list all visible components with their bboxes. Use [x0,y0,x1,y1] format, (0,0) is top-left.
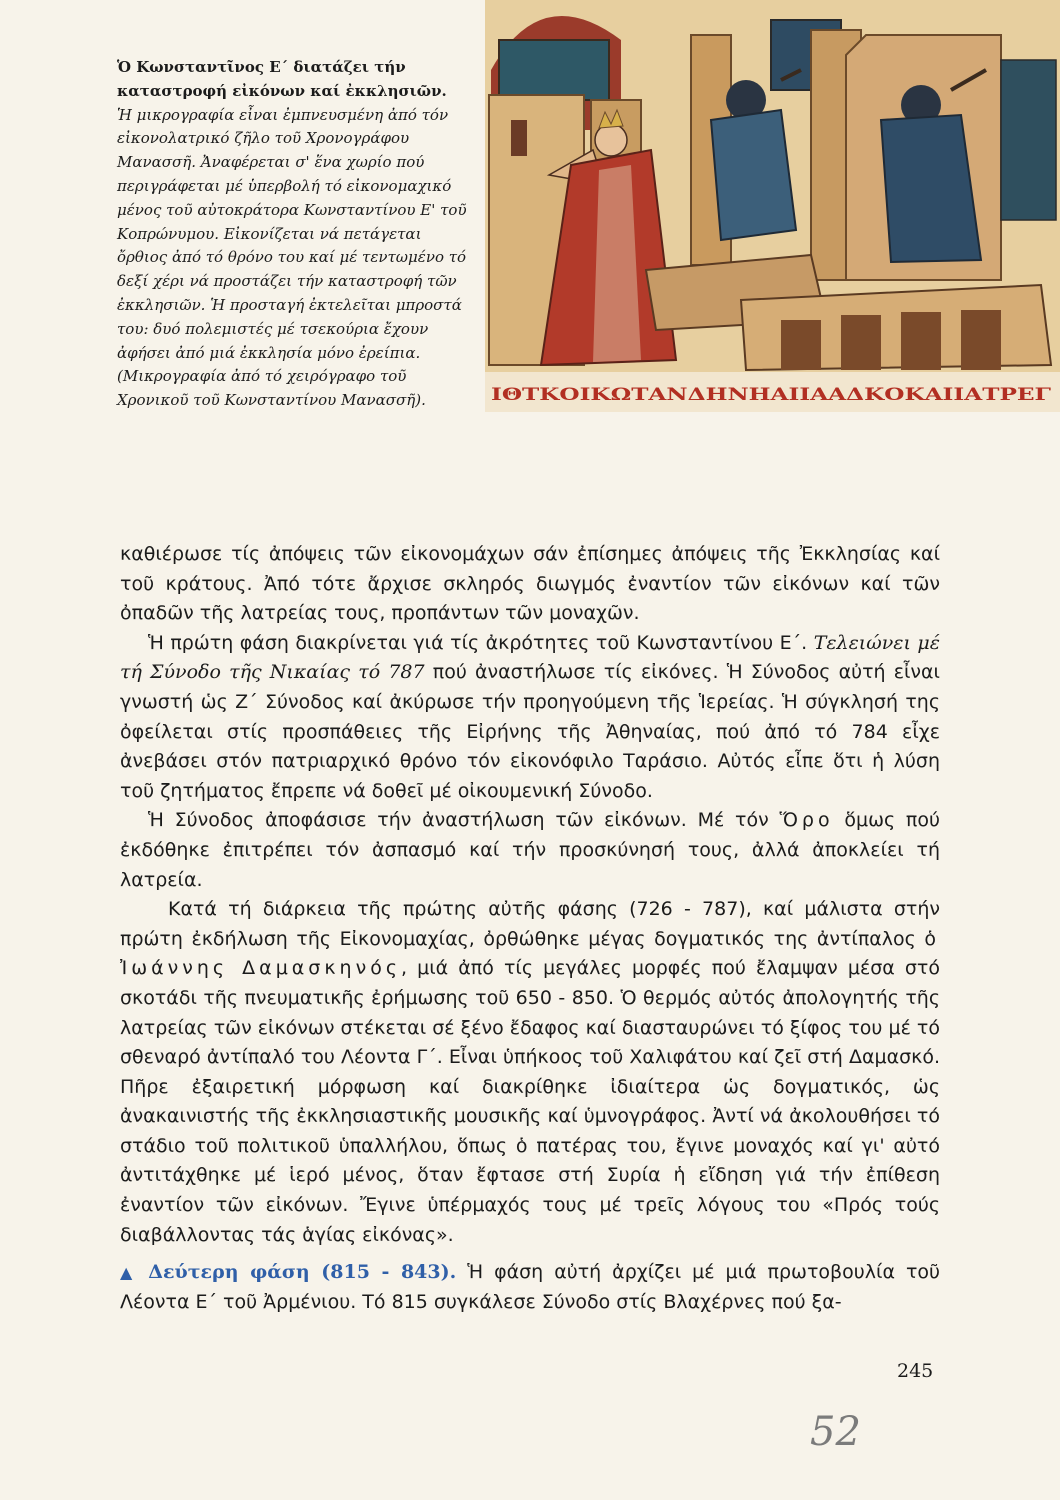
body-text [120,540,940,1317]
byzantine-miniature [481,0,1060,432]
caption-text: Ἡ μικρογραφία εἶναι ἐμπνευσμένη ἀπό τόν εἰκονολατρικό ζῆλο τοῦ Χρονογράφου Μανασσῆ. Ἀναφέρεται σ' ἕνα χωρίο πού περιγράφεται μέ ὑπερβολή τό εἰκονομαχικό μένος τοῦ αὐτοκράτορα Κωνσταντίνου Ε' τοῦ Κοπρώνυμου. Εἰκονίζεται νά πετάγεται ὄρθιος ἀπό τό θρόνο του καί μέ τεντωμένο τό δεξί χέρι νά προστάζει τήν καταστροφή τῶν ἐκκλησιῶν. Ἡ προσταγή ἐκτελεῖται μπροστά του: δυό πολεμιστές μέ τσεκούρια ἔχουν ἀφήσει ἀπό μιά ἐκκλησία μόνο ἐρείπια. (Μικρογραφία ἀπό τό χειρόγραφο τοῦ Χρονικοῦ τοῦ Κωνσταντίνου Μανασσῆ). [117,105,467,410]
caption-title: Ὁ Κωνσταντῖνος Ε΄ διατάζει τήν καταστροφή εἰκόνων καί ἐκκλησιῶν. [117,58,447,100]
p3-text-a: Ἡ Σύνοδος ἀποφάσισε τήν ἀναστήλωση τῶν εἰκόνων. Μέ τόν [148,809,780,832]
p2-italic-phrase: Τελειώνει μέ τή Σύνοδο τῆς Νικαίας τό 787 [120,631,940,684]
miniature-inscription: ΙΘΤΚΟΙΚΩΤΑΝΔΗΝΗΑΙΙΑΑΔΚΟΚΑΙΙΑΤΡΕΓ [491,385,1051,405]
p4-text-b: , μιά ἀπό τίς μεγάλες μορφές πού ἔλαμψαν μέσα στό σκοτάδι τῆς πνευματικῆς ἐρήμωσης τοῦ 650 - 850. Ὁ θερμός αὐτός ἀπολογητής τῆς λατρείας τῶν εἰκόνων στέκεται σέ ξένο ἔδαφος καί διασταυρώνει τό ξίφος του μέ τό σθεναρό ἀντίπαλό του Λέοντα Γ΄. Εἶναι ὑπήκοος τοῦ Χαλιφάτου καί ζεῖ στή Δαμασκό. Πῆρε ἐξαιρετική μόρφωση καί διακρίθηκε ἰδιαίτερα ὡς δογματικός, ὡς ἀνακαινιστής τῆς ἐκκλησιαστικῆς μουσικῆς καί ὑμνογράφος. Ἀντί νά ἀκολουθήσει τό στάδιο τοῦ πολιτικοῦ ὑπαλλήλου, ὅπως ὁ πατέρας του, ἔγινε μοναχός καί γι' αὐτό ἀντιτάχθηκε μέ ἱερό μένος, ὅταν ἔφτασε στή Συρία ἡ εἴδηση γιά τήν ἐπίθεση ἐναντίον τῶν εἰκόνων. Ἔγινε ὑπέρμαχός τους μέ τρεῖς λόγους του «Πρός τούς διαβάλλοντας τάς ἁγίας εἰκόνας». [120,957,940,1246]
paragraph-4 [120,895,940,1250]
figure-caption [117,56,472,413]
svg-text:52: 52 [810,1409,861,1455]
paragraph-2 [120,629,940,807]
p5-text: Ἡ φάση αὐτή ἀρχίζει μέ μιά πρωτοβουλία τοῦ Λέοντα Ε΄ τοῦ Ἀρμένιου. Τό 815 συγκάλεσε Σύνοδο στίς Βλαχέρνες πού ξα- [120,1261,941,1313]
triangle-bullet-icon: ▲ [120,1263,138,1283]
p3-text-b: ὅμως πού ἐκδόθηκε ἐπιτρέπει τόν ἀσπασμό καί τήν προσκύνησή τους, ἀλλά ἀποκλείει τή λατρεία. [120,809,940,891]
paragraph-3 [120,806,940,895]
section-heading: Δεύτερη φάση (815 - 843). [148,1261,457,1284]
p2-text-a: Ἡ πρώτη φάση διακρίνεται γιά τίς ἀκρότητες τοῦ Κωνσταντίνου Ε΄. [148,631,814,654]
p3-spaced-term: Ὅρο [779,809,834,832]
p2-text-b: πού ἀναστήλωσε τίς εἰκόνες. Ἡ Σύνοδος αὐτή εἶναι γνωστή ὡς Ζ΄ Σύνοδος καί ἀκύρωσε τήν προηγούμενη τῆς Ἱερείας. Ἡ σύγκλησή της ὀφείλεται στίς προσπάθειες τῆς Εἰρήνης τῆς Ἀθηναίας, πού ἀπό τό 784 εἶχε ἀνεβάσει στόν πατριαρχικό θρόνο τόν εἰκονόφιλο Ταράσιο. Αὐτός εἶπε ὅτι ἡ λύση τοῦ ζητήματος ἔπρεπε νά δοθεῖ μέ οἰκουμενική Σύνοδο. [120,661,940,802]
paragraph-section-2 [120,1258,940,1317]
miniature-illustration [481,0,1060,432]
p4-spaced-name: ὁ Ἰωάννης Δαμασκηνός [120,927,940,980]
handwritten-page-number [806,1405,876,1455]
paragraph-1: καθιέρωσε τίς ἀπόψεις τῶν εἰκονομάχων σάν ἐπίσημες ἀπόψεις τῆς Ἐκκλησίας καί τοῦ κράτους. Ἀπό τότε ἄρχισε σκληρός διωγμός ἐναντίον τῶν εἰκόνων καί τῶν ὀπαδῶν τῆς λατρείας τους, προπάντων τῶν μοναχῶν. [120,543,940,625]
page-number: 245 [897,1360,934,1382]
p4-text-a: Κατά τή διάρκεια τῆς πρώτης αὐτῆς φάσης (726 - 787), καί μάλιστα στήν πρώτη ἐκδήλωση τῆς Εἰκονομαχίας, ὀρθώθηκε μέγας δογματικός της ἀντίπαλος [120,898,940,950]
